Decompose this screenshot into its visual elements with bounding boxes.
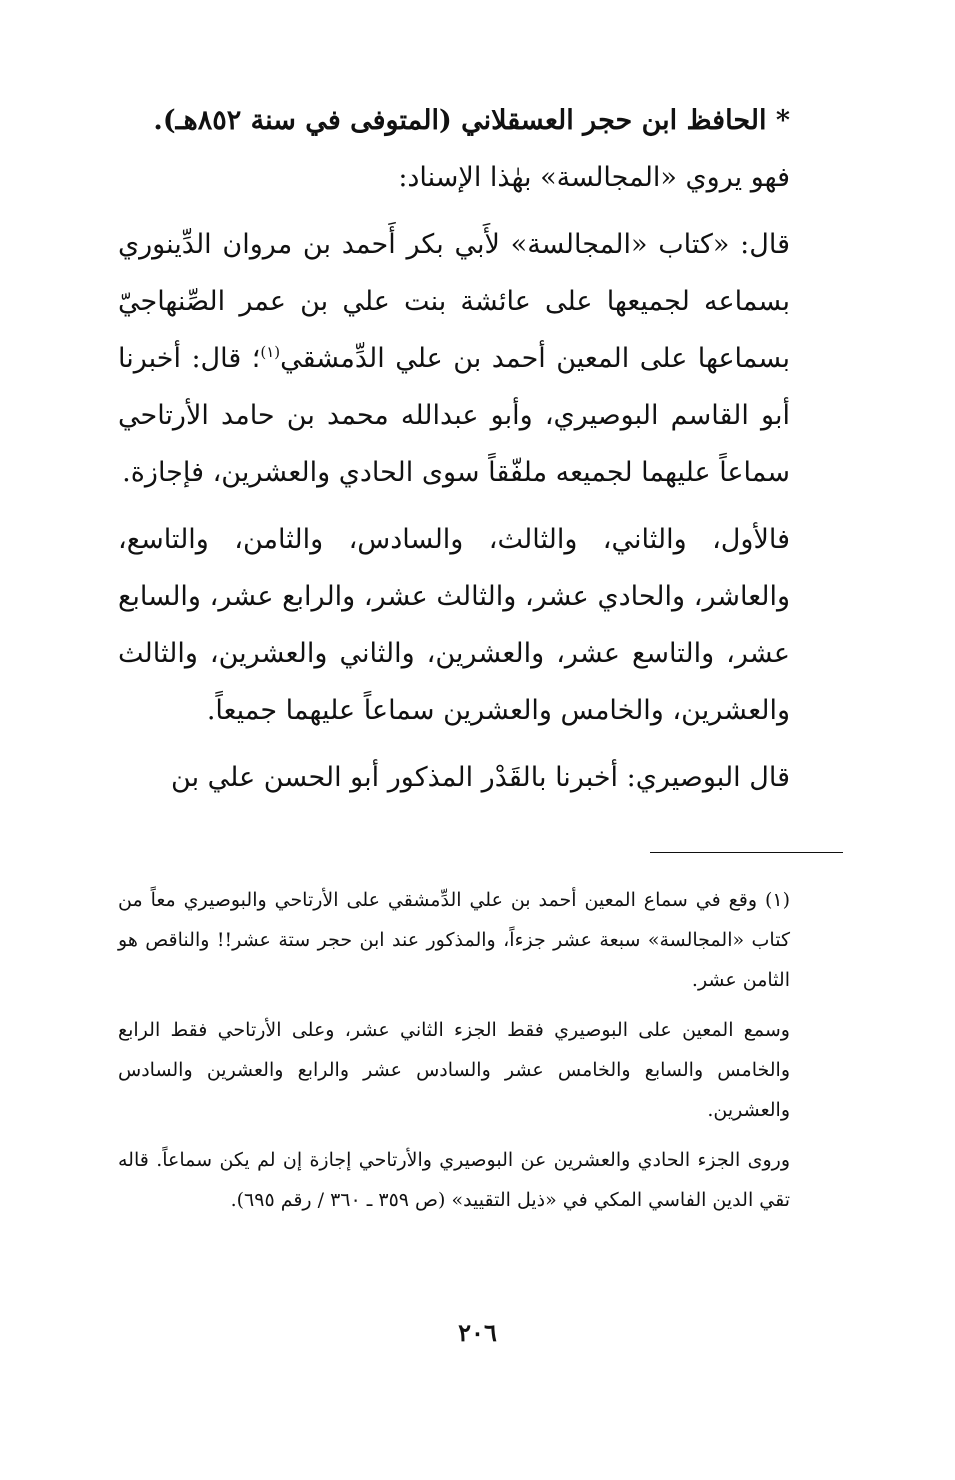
footnotes	[118, 880, 846, 1220]
heading-paragraph: * الحافظ ابن حجر العسقلاني (المتوفى في سنة ٨٥٢هـ).	[153, 105, 790, 136]
parts-list-paragraph: فالأول، والثاني، والثالث، والسادس، والثامن، والتاسع، والعاشر، والحادي عشر، والثالث عشر، والرابع عشر، والسابع عشر، والتاسع عشر، والعشرين، والثاني والعشرين، والثالث والعشرين، والخامس والعشرين سماعاً عليهما جميعاً.	[118, 524, 790, 726]
footnote-1-continued: وسمع المعين على البوصيري فقط الجزء الثاني عشر، وعلى الأرتاحي فقط الرابع والخامس والسابع والخامس عشر والسادس عشر والرابع والعشرين والسادس والعشرين.	[118, 1019, 790, 1121]
intro-paragraph: فهو يروي «المجالسة» بهٰذا الإسناد:	[398, 162, 790, 193]
footnote-marker: (١)	[260, 343, 281, 361]
footnote-1-source: وروى الجزء الحادي والعشرين عن البوصيري والأرتاحي إجازة إن لم يكن سماعاً. قاله تقي الدين الفاسي المكي في «ذيل التقييد» (ص ٣٥٩ ـ ٣٦٠ / رقم ٦٩٥).	[118, 1149, 790, 1211]
footnote-separator	[650, 852, 843, 853]
page-number: ٢٠٦	[458, 1318, 497, 1347]
main-text	[118, 92, 846, 806]
chain-paragraph-part-b: ؛ قال: أخبرنا أبو القاسم البوصيري، وأبو عبدالله محمد بن حامد الأرتاحي سماعاً عليهما لجميعه ملفّقاً سوى الحادي والعشرين، فإجازة.	[118, 343, 790, 488]
chain-paragraph	[118, 216, 846, 501]
continuation-paragraph: قال البوصيري: أخبرنا بالقَدْر المذكور أبو الحسن علي بن	[171, 762, 790, 793]
footnote-1: (١) وقع في سماع المعين أحمد بن علي الدِّمشقي على الأرتاحي والبوصيري معاً من كتاب «المجالسة» سبعة عشر جزءاً، والمذكور عند ابن حجر ستة عشر!! والناقص هو الثامن عشر.	[118, 889, 791, 991]
chain-paragraph-part-a: قال: «كتاب «المجالسة» لأَبي بكر أَحمد بن مروان الدِّينوري بسماعه لجميعها على عائشة بنت علي بن عمر الصِّنهاجيّ بسماعها على المعين أحمد بن علي الدِّمشقي	[118, 229, 790, 374]
